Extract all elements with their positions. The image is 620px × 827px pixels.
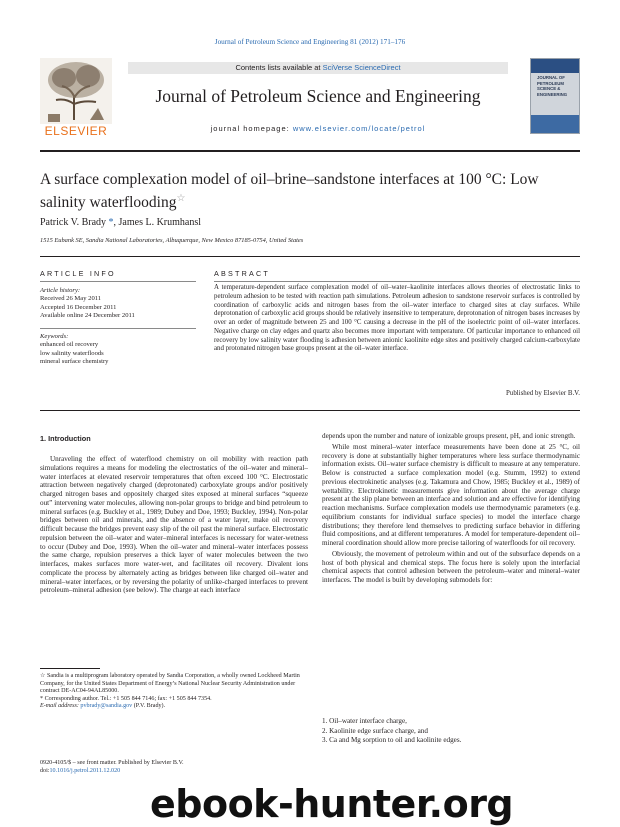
corresponding-author-mark[interactable]: * xyxy=(108,217,114,228)
abstract-text: A temperature-dependent surface complexation model of oil–water–kaolinite interfaces allows theories of electrostatic links to petroleum adhesion to be tested with reaction path simulations. Petroleum adhesion to sandstone reservoir surfaces is controlled by coordination of carboxylic acids and nitrogen bases from the oil–water interface to charged sites at clay surfaces. While deprotonation of carboxylic acid groups should be relatively insensitive to temperature, deprotonation of nitrogen bases increases by over an order of magnitude between 25 and 100 °C causing a decrease in the pH of the isoelectric point of oil–water interfaces. Negative charge on clay edges and quartz also becomes more important with temperature. Of particular importance to enhanced oil recovery by low salinity water flooding is adhesion between anionic kaolinite edge sites and positively charged calcium-carboxylate and protonated nitrogen base groups present at the oil–water interface. xyxy=(214,284,580,353)
doi-line xyxy=(40,768,184,776)
masthead-rule xyxy=(40,150,580,152)
email-link[interactable]: pvbrady@sandia.gov xyxy=(80,703,133,709)
affiliation: 1515 Eubank SE, Sandia National Laboratories, Albuquerque, New Mexico 87185-0754, United States xyxy=(40,237,304,244)
keywords-label: Keywords: xyxy=(40,333,69,340)
author-list xyxy=(40,217,201,228)
info-top-rule xyxy=(40,256,580,257)
cover-footer-band xyxy=(531,115,579,133)
paragraph: Unraveling the effect of waterflood chemistry on oil mobility with reaction path simulations requires a means for modeling the electrostatics of the oil–water and mineral–water interfaces at elevated reservoir temperatures that often exceed 100 °C. Electrostatic attraction between negatively charged (deprotonated) carboxylate groups and/or positively charged nitrogen bases and oppositely charged sites exposed at mineral surfaces “squeeze out” intervening water molecules, allowing non-polar groups to bridge and bind petroleum to mineral surfaces (e.g. Buckley et al., 1989; Dubey and Doe, 1993; Buckley, 1994). Non-polar bridges between oil and minerals, and the absence of a water layer, make oil recovery difficult because the bridges prevent easy slip of the oil past the mineral surface. Electrostatic repulsion between the oil–water and water–mineral interfaces is necessary for water-wetness to occur (Dubey and Doe, 1993). When the oil–water and mineral–water interfaces possess the same charge, repulsion preserves a thick layer of water molecules between the two interfaces, makes surfaces more water-wet, and facilitates oil recovery. Divalent ions complicate the process by alternately acting as bridges between like charged oil–water and mineral–water interfaces, or by reversing the polarity of unlike-charged interfaces to prevent petroleum–mineral adhesion (see below). The charge at each interface xyxy=(40,455,308,595)
list-item: 2. Kaolinite edge surface charge, and xyxy=(322,726,428,735)
author-brady[interactable]: Patrick V. Brady xyxy=(40,217,107,228)
watermark: ebook-hunter.org xyxy=(150,782,514,826)
paragraph: Obviously, the movement of petroleum within and out of the subsurface depends on a host of both physical and chemical steps. The focus here is solely upon the interfacial chemical aspects that control adhesion between the petroleum–water and mineral–water interfaces. The model is built by developing submodels for: xyxy=(322,549,580,584)
journal-homepage xyxy=(128,124,508,133)
email-label: E-mail address: xyxy=(40,703,81,709)
body-column-right xyxy=(322,432,580,585)
keywords-rule xyxy=(40,328,196,329)
body-column-left xyxy=(40,455,308,595)
keyword: mineral surface chemistry xyxy=(40,357,109,365)
footnote-sandia: ☆ Sandia is a multiprogram laboratory operated by Sandia Corporation, a wholly owned Lockheed Martin Company, for the United States Department of Energy’s National Nuclear Security Administration under contract DE-AC04-94AL85000. xyxy=(40,673,300,694)
page-footer xyxy=(40,760,184,775)
paragraph: depends upon the number and nature of ionizable groups present, pH, and ionic strength. xyxy=(322,432,576,440)
cover-title: JOURNAL OF PETROLEUM SCIENCE & ENGINEERING xyxy=(537,75,568,97)
cover-header-band xyxy=(531,59,579,73)
article-title xyxy=(40,170,580,212)
journal-title: Journal of Petroleum Science and Engineering xyxy=(155,86,481,106)
homepage-prefix: journal homepage: xyxy=(210,124,293,133)
history-label: Article history: xyxy=(40,287,81,294)
section-heading-introduction: 1. Introduction xyxy=(40,434,91,443)
doi-link[interactable]: 10.1016/j.petrol.2011.12.020 xyxy=(49,767,121,774)
footnote-email xyxy=(40,703,308,711)
keyword: low salinity waterfloods xyxy=(40,349,104,357)
title-line-1: A surface complexation model of oil–brine–sandstone interfaces at 100 °C: Low xyxy=(40,171,539,188)
abstract-rule xyxy=(214,281,580,282)
author-separator: , xyxy=(113,217,119,228)
doi-label: doi: xyxy=(40,767,50,774)
title-footnote-mark[interactable]: ☆ xyxy=(176,193,186,204)
contents-banner xyxy=(128,62,508,74)
article-history xyxy=(40,287,200,320)
elsevier-wordmark: ELSEVIER xyxy=(44,124,108,138)
footnote-rule xyxy=(40,668,100,669)
history-online: Available online 24 December 2011 xyxy=(40,311,135,319)
published-by: Published by Elsevier B.V. xyxy=(506,390,580,397)
abstract-heading: ABSTRACT xyxy=(214,269,270,278)
paragraph: While most mineral–water interface measurements have been done at 25 °C, oil recovery is done at substantially higher temperatures where less surface thermodynamic information exists. Oil–water surface chemistry is difficult to measure at any temperature. Below is constructed a surface complexation model (e.g. Stumm, 1992) to extend previous electrokinetic analyses (e.g. Takamura and Chow, 1985; Buckley et al., 1989) of wettability. Electrokinetic measurements give information about the average charge present at the slip plane between an interface and solution and are effective for identifying reaction mechanisms. Surface complexation models use thermodynamic parameters (e.g. equilibrium constants for individual surface species) to model the interface charge distributions; they therefore lend themselves to predicting surface behavior in differing fluid compositions, and at different temperatures. A model for temperature-dependent oil–mineral coordination should allow more precise tailoring of waterfloods for oil recovery. xyxy=(322,442,580,547)
journal-reference[interactable]: Journal of Petroleum Science and Engineering 81 (2012) 171–176 xyxy=(214,38,406,46)
history-accepted: Accepted 16 December 2011 xyxy=(40,303,117,311)
article-info-rule xyxy=(40,281,196,282)
homepage-link[interactable]: www.elsevier.com/locate/petrol xyxy=(292,124,426,133)
list-item: 1. Oil–water interface charge, xyxy=(322,717,407,725)
contents-prefix: Contents lists available at xyxy=(235,63,323,72)
author-krumhansl[interactable]: James L. Krumhansl xyxy=(118,217,202,228)
keywords xyxy=(40,333,200,366)
title-line-2: salinity waterflooding xyxy=(40,194,177,212)
footnote-corresponding: * Corresponding author. Tel.: +1 505 844 7146; fax: +1 505 844 7354. xyxy=(40,695,212,702)
history-received: Received 26 May 2011 xyxy=(40,295,102,303)
abstract-bottom-rule xyxy=(40,410,580,411)
issn-line: 0920-4105/$ – see front matter. Published by Elsevier B.V. xyxy=(40,760,184,766)
keyword: enhanced oil recovery xyxy=(40,341,99,349)
sciencedirect-link[interactable]: SciVerse ScienceDirect xyxy=(322,63,401,72)
journal-cover-thumbnail[interactable] xyxy=(530,58,580,134)
list-item: 3. Ca and Mg sorption to oil and kaolinite edges. xyxy=(322,736,462,745)
footnotes xyxy=(40,673,308,711)
article-info-heading: ARTICLE INFO xyxy=(40,269,116,278)
email-suffix: (P.V. Brady). xyxy=(132,703,166,709)
submodel-list xyxy=(322,717,580,746)
